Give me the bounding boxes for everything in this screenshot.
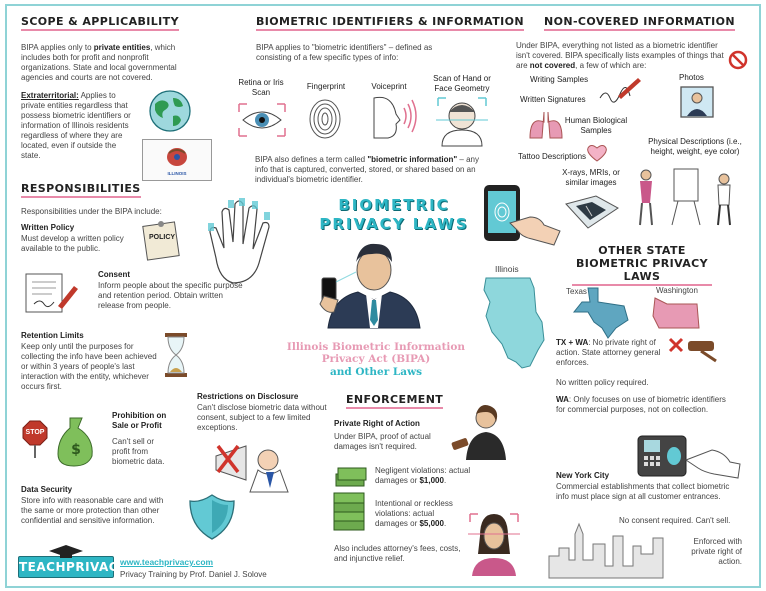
nyc-skyline-icon — [549, 512, 674, 578]
judge-icon — [452, 404, 524, 462]
cash-small-icon — [334, 464, 366, 488]
disclosure-text: Can't disclose biometric data without consent, subject to a few limited exceptions. — [197, 403, 327, 432]
people-measuring-icon — [636, 163, 742, 229]
fingerprint-scanner-icon — [636, 430, 742, 480]
globe-icon — [143, 88, 197, 134]
face-geometry-icon — [436, 96, 488, 146]
nyc-enforced-text: Enforced with private right of action. — [691, 537, 742, 566]
cash-stack-icon — [332, 492, 368, 532]
website-link[interactable]: www.teachprivacy.com — [120, 557, 214, 567]
private-action-text: Under BIPA, proof of actual damages isn't required. — [334, 432, 431, 451]
scope-heading: SCOPE & APPLICABILITY — [21, 15, 179, 31]
security-text: Store info with reasonable care and with the same or more protection than other confidential and sensitive information. — [21, 496, 164, 525]
illinois-map-icon — [480, 276, 554, 368]
washington-label: Washington — [656, 286, 698, 295]
stop-label: STOP — [25, 429, 45, 436]
responsibilities-intro: Responsibilities under the BIPA include: — [21, 207, 162, 216]
nyc-title: New York City — [556, 471, 610, 480]
iris-scan-icon — [237, 102, 287, 138]
identifiers-heading: BIOMETRIC IDENTIFIERS & INFORMATION — [256, 15, 524, 31]
physical-descriptions-label: Physical Descriptions (i.e., height, weight, eye color) — [648, 137, 742, 156]
svg-text:$: $ — [71, 442, 81, 458]
woman-face-scan-icon — [468, 512, 520, 576]
biological-samples-label: Human Biological Samples — [564, 116, 628, 135]
subtitle-bipa: Illinois Biometric Information Privacy Act (BIPA) — [286, 341, 466, 365]
fingerprint-icon — [308, 98, 342, 140]
fingerprint-label: Fingerprint — [306, 82, 346, 91]
intentional-text: Intentional or reckless violations: actual damages or $5,000. — [375, 499, 453, 528]
written-policy-title: Written Policy — [21, 223, 75, 232]
enforcement-heading: ENFORCEMENT — [346, 393, 443, 409]
illinois-label: Illinois — [495, 264, 519, 274]
private-action-title: Private Right of Action — [334, 419, 420, 428]
noncovered-intro: Under BIPA, everything not listed as a biometric identifier isn't covered. BIPA specifically lists examples of things that are not covered, a few of which are: — [516, 41, 724, 70]
retention-title: Retention Limits — [21, 331, 84, 340]
txwa-text: TX + WA: No private right of action. State attorney general enforces. — [556, 338, 661, 367]
voiceprint-icon — [370, 94, 420, 142]
hand-scan-icon — [206, 198, 284, 286]
negligent-text: Negligent violations: actual damages or $1,000. — [375, 466, 471, 485]
responsibilities-heading: RESPONSIBILITIES — [21, 182, 141, 198]
man-with-phone-icon — [318, 242, 430, 328]
tattoo-label: Tattoo Descriptions — [518, 152, 587, 161]
subtitle-other-laws: and Other Laws — [329, 366, 423, 378]
writing-samples-label: Writing Samples — [530, 75, 589, 84]
texas-label: Texas — [566, 287, 587, 296]
policy-badge: POLICY — [149, 234, 176, 241]
xray-label: X-rays, MRIs, or similar images — [562, 168, 620, 187]
noncovered-heading: NON-COVERED INFORMATION — [544, 15, 735, 31]
xray-screen-icon — [562, 194, 622, 230]
photo-icon — [680, 86, 714, 118]
extraterritorial-text: Extraterritorial: Applies to private entities regardless that possess biometric identifiers or information of Illinois residents regardless of where they are located, even if outside the state. — [21, 91, 131, 160]
flag-text: ILLINOIS — [167, 171, 187, 176]
nyc-consent-text: No consent required. Can't sell. — [619, 516, 731, 525]
wa-text: WA: Only focuses on use of biometric identifiers for commercial purposes, not on collection. — [556, 395, 726, 414]
prohibition-text: Can't sell or profit from biometric data. — [112, 437, 165, 466]
megaphone-person-icon — [212, 438, 308, 494]
iris-label: Retina or Iris Scan — [238, 78, 284, 97]
logo-privacy: PRIVACY — [66, 560, 128, 574]
texas-map-icon — [574, 286, 630, 334]
security-title: Data Security — [21, 485, 73, 494]
voiceprint-label: Voiceprint — [371, 82, 407, 91]
prohibition-title: Prohibition on Sale or Profit — [112, 411, 167, 430]
biometric-info-text: BIPA also defines a term called "biometric information" – any info that is captured, converted, stored, or shared based on an individual's biometric identifier. — [255, 155, 479, 184]
pen-signature-icon — [598, 74, 642, 108]
lungs-icon — [528, 108, 564, 140]
other-state-heading: OTHER STATE BIOMETRIC PRIVACY LAWS — [572, 244, 712, 286]
credit-text: Privacy Training by Prof. Daniel J. Solove — [120, 570, 267, 579]
written-policy-text: Must develop a written policy available to the public. — [21, 234, 124, 253]
heart-tattoo-icon — [586, 143, 608, 163]
fees-text: Also includes attorney's fees, costs, and injunctive relief. — [334, 544, 461, 563]
photos-label: Photos — [679, 73, 704, 82]
no-policy-text: No written policy required. — [556, 378, 649, 387]
hand-face-geometry-label: Scan of Hand or Face Geometry — [433, 74, 491, 93]
consent-title: Consent — [98, 270, 130, 279]
graduation-cap-icon — [49, 545, 83, 559]
consent-text: Inform people about the specific purpose and retention period. Obtain written release from people. — [98, 281, 243, 310]
main-title: BIOMETRIC PRIVACY LAWS — [319, 196, 469, 233]
shield-icon — [186, 492, 238, 542]
gavel-icon — [666, 335, 730, 363]
washington-map-icon — [651, 296, 703, 330]
phone-fingerprint-icon — [480, 183, 564, 255]
teachprivacy-logo[interactable] — [18, 556, 128, 578]
retention-text: Keep only until the purposes for collecting the info have been achieved or within 3 years of people's last interaction with the entity, whichever occurs first. — [21, 342, 157, 391]
hourglass-icon — [164, 332, 188, 378]
nyc-text: Commercial establishments that collect biometric info must place sign at all customer entrances. — [556, 482, 730, 501]
written-signatures-label: Written Signatures — [520, 95, 586, 104]
stop-sign-icon — [22, 420, 48, 458]
prohibited-icon — [728, 50, 748, 70]
disclosure-title: Restrictions on Disclosure — [197, 392, 299, 401]
logo-teach: TEACH — [19, 560, 67, 574]
consent-signing-icon — [22, 270, 82, 316]
scope-paragraph: BIPA applies only to private entities, which includes both for profit and nonprofit organizations. State and local governmental agencies and courts are not covered. — [21, 43, 177, 82]
identifiers-intro: BIPA applies to "biometric identifiers" – defined as consisting of a few specific types of info: — [256, 43, 433, 62]
money-bag-icon — [56, 412, 96, 466]
